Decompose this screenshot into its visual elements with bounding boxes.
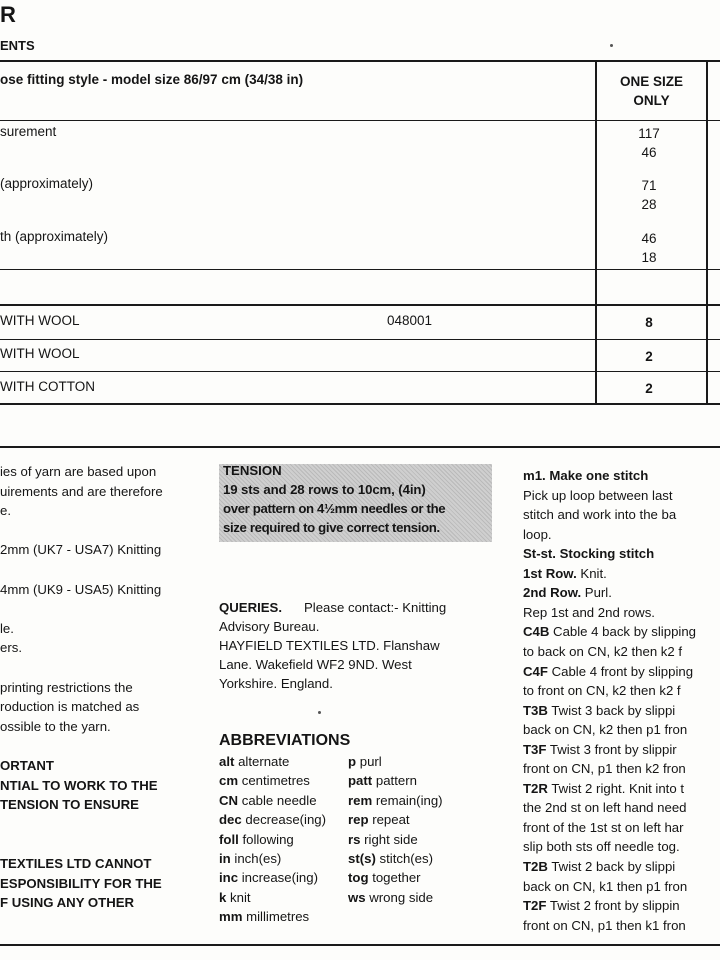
stitch-text: front on CN, p1 then k1 fron [523,917,686,933]
left-column-line: e. [0,503,11,519]
right-column-line [523,486,673,506]
row-value-cm: 71 [641,178,657,193]
yarn-label: WITH WOOL [0,313,80,328]
abbreviation-key: alt [219,754,235,769]
left-column-line: ESPONSIBILITY FOR THE [0,875,162,891]
abbreviation-meaning: inch(es) [234,851,282,866]
left-column-line: ossible to the yarn. [0,718,111,734]
abbreviation-meaning: purl [359,754,382,769]
stitch-key: T3F [523,741,547,757]
right-column-line [523,583,612,603]
stitch-key: 1st Row. [523,565,577,581]
abbreviation-item [219,868,318,887]
abbreviation-item [348,771,417,790]
abbreviation-key: CN [219,792,239,808]
stitch-key: C4F [523,663,548,679]
abbreviation-meaning: decrease(ing) [245,812,327,828]
abbreviation-key: in [219,851,231,866]
left-column-line: TENSION TO ENSURE [0,797,139,813]
stitch-key: T2F [523,898,547,914]
abbreviation-item [348,888,433,907]
stitch-key: St-st. Stocking stitch [523,546,655,562]
abbreviation-key: rep [348,812,369,828]
abbreviation-key: patt [348,773,373,789]
stitch-text: Knit. [576,565,607,581]
right-column-line [523,544,654,564]
abbreviation-meaning: millimetres [246,909,310,925]
left-column-line: le. [0,620,14,636]
row-value-in: 18 [641,250,657,265]
abbreviation-item [219,888,251,907]
yarn-qty: 8 [645,315,653,330]
abbreviation-item [219,849,281,868]
stitch-key: T2R [523,780,548,796]
abbreviation-meaning: pattern [375,773,417,789]
stitch-text: back on CN, k1 then p1 fron [523,878,688,894]
yarn-label: WITH COTTON [0,379,95,394]
left-column-line: printing restrictions the [0,679,133,695]
right-column-line [523,720,687,740]
stitch-text: Pick up loop between last [523,487,673,503]
row-label-chest: surement [0,124,57,139]
stitch-key: T3B [523,702,548,718]
row-label-length: (approximately) [0,176,94,191]
right-column-line [523,818,684,838]
queries-line: Advisory Bureau. [219,619,320,634]
yarn-shade-code: 048001 [387,313,433,328]
section-divider [0,446,720,448]
abbreviation-meaning: together [372,870,421,886]
tension-line: size required to give correct tension. [223,520,440,535]
abbreviation-item [348,791,443,810]
stitch-text: Twist 3 front by slippir [546,741,677,757]
tension-box [219,464,492,542]
abbreviation-item [219,907,309,926]
right-column-line [523,857,675,877]
right-column-line [523,701,675,721]
abbreviation-item [348,868,421,887]
abbreviation-meaning: stitch(es) [379,851,434,866]
abbreviation-meaning: knit [230,889,251,905]
abbreviation-item [219,791,317,810]
abbreviation-meaning: cable needle [241,792,317,808]
abbreviation-item [219,830,294,849]
row-value-cm: 46 [641,231,657,246]
right-column-line [523,505,676,525]
left-column-line: uirements and are therefore [0,483,163,499]
right-column-line [523,525,552,545]
stitch-text: front of the 1st st on left har [523,819,684,835]
stitch-text: Cable 4 front by slipping [547,663,694,679]
stitch-text: loop. [523,526,552,542]
left-column-line: NTIAL TO WORK TO THE [0,777,158,793]
abbreviation-meaning: following [242,831,294,847]
queries-line: Please contact:- Knitting [304,600,447,615]
abbreviation-item [348,830,418,849]
row-value-in: 46 [641,145,657,160]
left-column-line: F USING ANY OTHER [0,895,135,911]
stitch-text: back on CN, k2 then p1 fron [523,722,688,738]
tension-line: 19 sts and 28 rows to 10cm, (4in) [223,482,426,497]
abbreviation-key: ws [348,889,366,905]
abbreviation-key: mm [219,909,243,925]
abbreviation-key: rs [348,831,361,847]
stitch-text: Rep 1st and 2nd rows. [523,604,655,620]
stitch-text: slip both sts off needle tog. [523,839,680,855]
stitch-key: m1. Make one stitch [523,468,649,483]
right-column-line [523,622,696,642]
stitch-key: C4B [523,624,550,640]
right-column-line [523,603,655,623]
right-column-line [523,896,680,916]
right-column-line [523,877,687,897]
abbreviation-meaning: wrong side [369,889,434,905]
abbreviation-key: foll [219,831,239,847]
abbreviation-item [219,752,289,771]
abbreviation-key: tog [348,870,369,886]
queries-line: Yorkshire. England. [219,676,333,691]
yarn-qty: 2 [645,381,653,396]
abbreviation-meaning: increase(ing) [241,870,318,886]
abbreviation-meaning: alternate [238,754,290,769]
right-column-line [523,759,686,779]
yarn-label: WITH WOOL [0,346,80,361]
abbreviation-item [219,810,326,829]
stitch-text: to front on CN, k2 then k2 f [523,683,681,699]
stitch-text: Twist 2 right. Knit into t [547,780,685,796]
stitch-text: stitch and work into the ba [523,507,677,523]
tension-line: over pattern on 4½mm needles or the [223,501,446,516]
yarn-qty: 2 [645,349,653,364]
abbreviation-meaning: right side [364,831,418,847]
stitch-text: front on CN, p1 then k2 fron [523,761,686,777]
queries-line: Lane. Wakefield WF2 9ND. West [219,657,412,672]
tension-heading: TENSION [223,463,282,478]
row-value-in: 28 [641,197,657,212]
right-column-line [523,798,687,818]
left-column-line: roduction is matched as [0,699,140,715]
stitch-text: the 2nd st on left hand need [523,800,687,816]
stitch-key: 2nd Row. [523,585,582,601]
size-header: ose fitting style - model size 86/97 cm (34/38 in) [0,72,304,87]
left-column-line: 2mm (UK7 - USA7) Knitting [0,542,162,558]
abbreviation-meaning: repeat [372,812,410,828]
abbreviation-key: k [219,889,227,905]
row-value-cm: 117 [638,126,660,141]
stitch-text: to back on CN, k2 then k2 f [523,643,683,659]
queries-line: HAYFIELD TEXTILES LTD. Flanshaw [219,638,440,653]
stitch-text: Twist 3 back by slippi [547,702,676,718]
row-label-sleeve: th (approximately) [0,229,109,244]
left-column-line: ies of yarn are based upon [0,464,157,479]
right-column-line [523,916,686,936]
col-header-line2: ONLY [633,93,670,108]
right-column-line [523,681,681,701]
right-column-line [523,779,684,799]
queries-label: QUERIES. [219,600,283,615]
abbreviation-item [348,752,382,771]
abbreviation-meaning: centimetres [241,773,310,789]
right-column-line [523,837,680,857]
abbreviation-key: inc [219,870,239,886]
bottom-rule [0,944,720,946]
abbreviation-key: p [348,754,357,769]
abbreviation-meaning: remain(ing) [375,792,443,808]
speck [610,44,613,47]
abbreviation-key: rem [348,792,373,808]
left-column-line: 4mm (UK9 - USA5) Knitting [0,581,162,597]
col-header-line1: ONE SIZE [619,74,683,89]
left-column-line: ORTANT [0,758,54,773]
speck [318,711,321,714]
right-column-line [523,564,607,584]
abbreviation-key: cm [219,773,239,789]
section-subtitle: ENTS [0,38,35,53]
stitch-text: Twist 2 back by slippi [547,859,676,874]
abbreviation-item [348,810,410,829]
right-column-line [523,662,693,682]
page-title: R [0,2,16,27]
stitch-key: T2B [523,859,548,874]
abbreviation-item [219,771,310,790]
stitch-text: Purl. [581,585,612,601]
abbreviations-heading: ABBREVIATIONS [219,732,351,749]
left-column-line: ers. [0,640,22,656]
right-column-line [523,740,677,760]
stitch-text: Cable 4 back by slipping [549,624,697,640]
left-column-line: TEXTILES LTD CANNOT [0,856,152,871]
abbreviation-item [348,849,433,868]
stitch-text: Twist 2 front by slippin [546,898,680,914]
abbreviation-key: dec [219,812,242,828]
right-column-line [523,466,648,486]
abbreviation-key: st(s) [348,851,376,866]
right-column-line [523,642,682,662]
